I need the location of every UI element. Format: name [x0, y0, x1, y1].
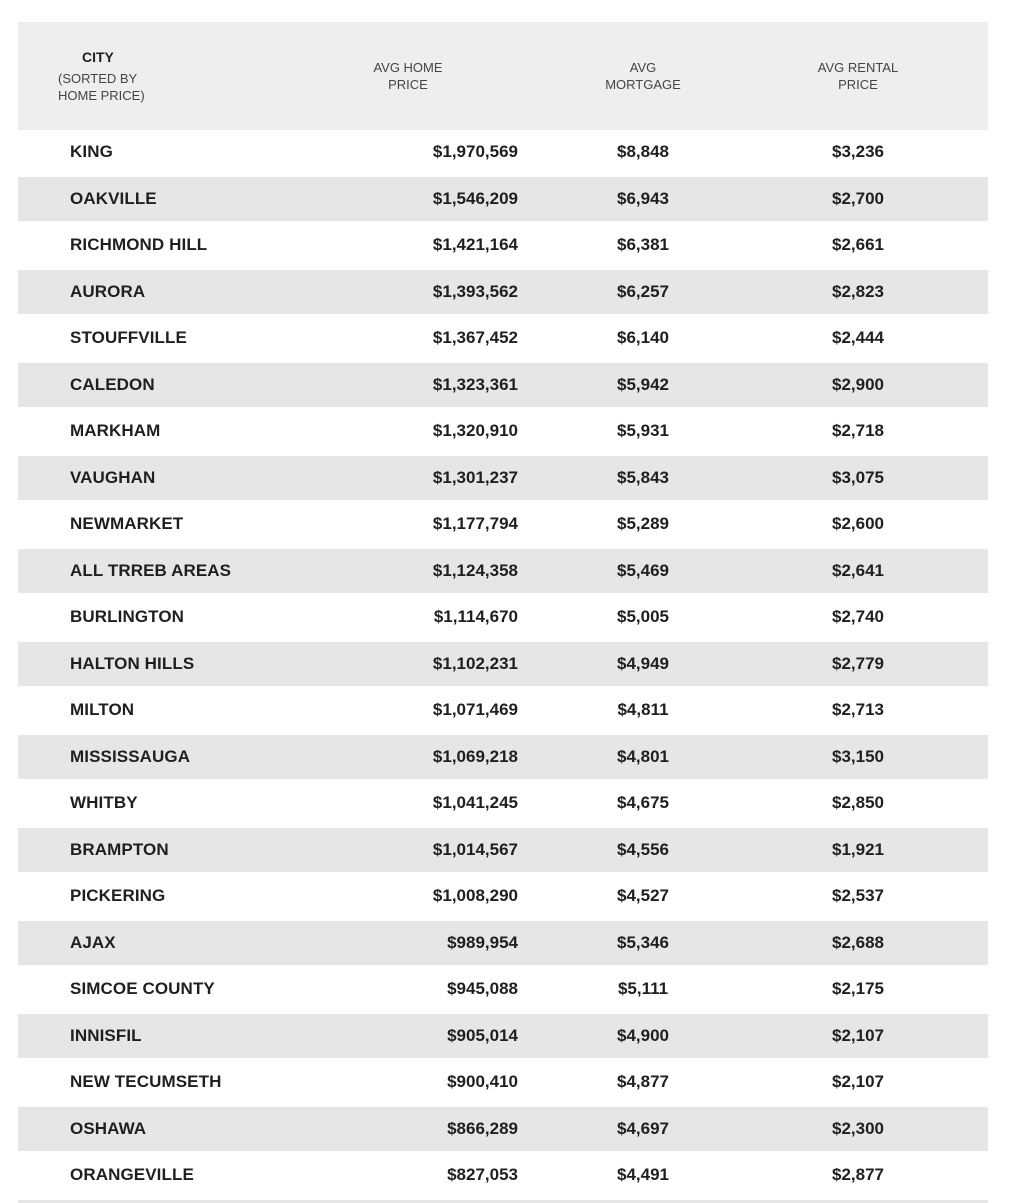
cell-city: PICKERING [70, 886, 166, 905]
cell-avg-home-price: $1,421,164 [432, 235, 518, 254]
cell-avg-mortgage: $6,381 [617, 235, 669, 254]
table-body [18, 130, 988, 1197]
table-row [18, 177, 988, 221]
table-row [18, 828, 988, 872]
table-row [18, 549, 988, 593]
cell-city: AURORA [70, 281, 146, 301]
table-row [18, 642, 988, 686]
cell-avg-mortgage: $4,697 [617, 1118, 669, 1138]
table-header [18, 22, 988, 130]
cell-avg-home-price: $1,367,452 [432, 328, 518, 347]
cell-avg-home-price: $1,301,237 [432, 467, 518, 487]
cell-avg-home-price: $1,071,469 [432, 700, 518, 719]
cell-avg-home-price: $1,320,910 [432, 421, 518, 440]
table-row [18, 270, 988, 314]
cell-avg-home-price: $1,393,562 [432, 281, 518, 301]
cell-city: INNISFIL [70, 1025, 142, 1045]
cell-avg-mortgage: $5,111 [617, 979, 669, 998]
table-row [18, 502, 988, 546]
table-row [18, 363, 988, 407]
cell-city: NEW TECUMSETH [70, 1072, 222, 1091]
housing-cost-table [18, 22, 988, 1203]
cell-avg-mortgage: $4,811 [617, 700, 669, 719]
table-row [18, 456, 988, 500]
price-header-line2: PRICE [388, 77, 428, 92]
cell-avg-home-price: $1,323,361 [432, 374, 518, 394]
rental-header-line1: AVG RENTAL [817, 60, 899, 75]
cell-avg-mortgage: $4,491 [617, 1165, 669, 1184]
table-row [18, 874, 988, 918]
cell-city: OAKVILLE [70, 188, 157, 208]
cell-avg-home-price: $905,014 [447, 1025, 518, 1045]
cell-avg-rental-price: $2,713 [832, 700, 884, 719]
cell-avg-mortgage: $5,942 [617, 374, 669, 394]
cell-avg-rental-price: $2,779 [832, 653, 884, 673]
cell-avg-mortgage: $4,527 [617, 886, 669, 905]
cell-city: MARKHAM [70, 421, 161, 440]
cell-avg-mortgage: $4,801 [617, 746, 669, 766]
cell-avg-rental-price: $2,700 [832, 188, 884, 208]
column-header-avg-rental-price[interactable] [768, 22, 948, 130]
cell-city: OSHAWA [70, 1118, 147, 1138]
table-row [18, 130, 988, 174]
cell-avg-home-price: $989,954 [447, 932, 518, 952]
cell-avg-mortgage: $4,877 [617, 1072, 669, 1091]
cell-avg-rental-price: $2,175 [832, 979, 884, 998]
cell-avg-home-price: $1,114,670 [433, 607, 518, 626]
table-row [18, 688, 988, 732]
table-row [18, 1014, 988, 1058]
cell-avg-rental-price: $3,075 [832, 467, 884, 487]
table-row [18, 1107, 988, 1151]
column-header-avg-mortgage[interactable] [518, 22, 768, 130]
table-row [18, 1153, 988, 1197]
cell-avg-home-price: $1,177,794 [432, 514, 518, 533]
cell-avg-mortgage: $5,346 [617, 932, 669, 952]
cell-city: STOUFFVILLE [70, 328, 187, 347]
cell-city: AJAX [70, 932, 116, 952]
cell-avg-rental-price: $1,921 [832, 839, 884, 859]
cell-avg-home-price: $827,053 [447, 1165, 518, 1184]
rental-header-line2: PRICE [838, 77, 878, 92]
cell-avg-rental-price: $2,900 [832, 374, 884, 394]
table-row [18, 967, 988, 1011]
cell-avg-mortgage: $6,140 [617, 328, 669, 347]
cell-avg-home-price: $1,970,569 [432, 142, 518, 161]
cell-avg-mortgage: $8,848 [617, 142, 669, 161]
cell-avg-mortgage: $5,843 [617, 467, 669, 487]
cell-avg-rental-price: $2,850 [832, 793, 884, 812]
cell-avg-mortgage: $6,943 [617, 188, 669, 208]
mortgage-header-line1: AVG [629, 60, 657, 75]
cell-city: BURLINGTON [70, 607, 185, 626]
cell-avg-rental-price: $2,107 [832, 1025, 884, 1045]
cell-avg-rental-price: $2,537 [832, 886, 884, 905]
cell-avg-home-price: $1,102,231 [432, 653, 518, 673]
cell-avg-mortgage: $5,931 [617, 421, 669, 440]
cell-avg-mortgage: $5,005 [617, 607, 669, 626]
cell-city: SIMCOE COUNTY [70, 979, 215, 998]
cell-avg-rental-price: $2,718 [832, 421, 884, 440]
cell-avg-rental-price: $3,150 [832, 746, 884, 766]
cell-city: ORANGEVILLE [70, 1165, 194, 1184]
table-row [18, 1060, 988, 1104]
cell-avg-rental-price: $2,877 [832, 1165, 884, 1184]
cell-city: ALL TRREB AREAS [70, 560, 232, 580]
cell-city: HALTON HILLS [70, 653, 195, 673]
cell-city: MISSISSAUGA [70, 746, 191, 766]
cell-avg-rental-price: $2,107 [832, 1072, 884, 1091]
cell-city: VAUGHAN [70, 467, 156, 487]
table-row [18, 316, 988, 360]
cell-city: RICHMOND HILL [70, 235, 208, 254]
price-header-line1: AVG HOME [373, 60, 443, 75]
cell-avg-home-price: $945,088 [447, 979, 518, 998]
cell-avg-home-price: $1,124,358 [432, 560, 518, 580]
cell-avg-home-price: $1,041,245 [432, 793, 518, 812]
cell-avg-home-price: $900,410 [447, 1072, 518, 1091]
cell-avg-mortgage: $4,556 [617, 839, 669, 859]
cell-avg-home-price: $1,546,209 [432, 188, 518, 208]
cell-avg-mortgage: $5,469 [617, 560, 669, 580]
cell-avg-rental-price: $2,444 [832, 328, 884, 347]
column-header-avg-home-price[interactable] [298, 22, 518, 130]
cell-avg-rental-price: $2,600 [832, 514, 884, 533]
cell-avg-rental-price: $2,661 [832, 235, 884, 254]
cell-avg-home-price: $866,289 [447, 1118, 518, 1138]
city-header-sub-line1: (SORTED BY [58, 70, 138, 86]
cell-avg-home-price: $1,069,218 [432, 746, 518, 766]
mortgage-header-line2: MORTGAGE [605, 77, 681, 92]
table-row [18, 781, 988, 825]
cell-avg-rental-price: $2,740 [832, 607, 884, 626]
cell-avg-mortgage: $6,257 [617, 281, 669, 301]
cell-avg-home-price: $1,014,567 [432, 839, 518, 859]
cell-avg-rental-price: $2,300 [832, 1118, 884, 1138]
table-row [18, 409, 988, 453]
cell-avg-rental-price: $2,688 [832, 932, 884, 952]
cell-avg-mortgage: $4,949 [617, 653, 669, 673]
cell-city: KING [70, 142, 113, 161]
cell-avg-rental-price: $3,236 [832, 142, 884, 161]
cell-avg-rental-price: $2,641 [832, 560, 884, 580]
city-header-sub-line2: HOME PRICE) [58, 87, 145, 103]
cell-city: NEWMARKET [70, 514, 184, 533]
cell-avg-mortgage: $5,289 [617, 514, 669, 533]
cell-avg-rental-price: $2,823 [832, 281, 884, 301]
table-row [18, 595, 988, 639]
cell-city: WHITBY [70, 793, 138, 812]
column-header-city[interactable] [18, 22, 298, 130]
table-row [18, 223, 988, 267]
table-row [18, 735, 988, 779]
cell-avg-home-price: $1,008,290 [432, 886, 518, 905]
table-row [18, 921, 988, 965]
city-header-title: CITY [82, 48, 114, 65]
cell-avg-mortgage: $4,900 [617, 1025, 669, 1045]
cell-city: MILTON [70, 700, 135, 719]
cell-city: CALEDON [70, 374, 155, 394]
cell-city: BRAMPTON [70, 839, 169, 859]
cell-avg-mortgage: $4,675 [617, 793, 669, 812]
